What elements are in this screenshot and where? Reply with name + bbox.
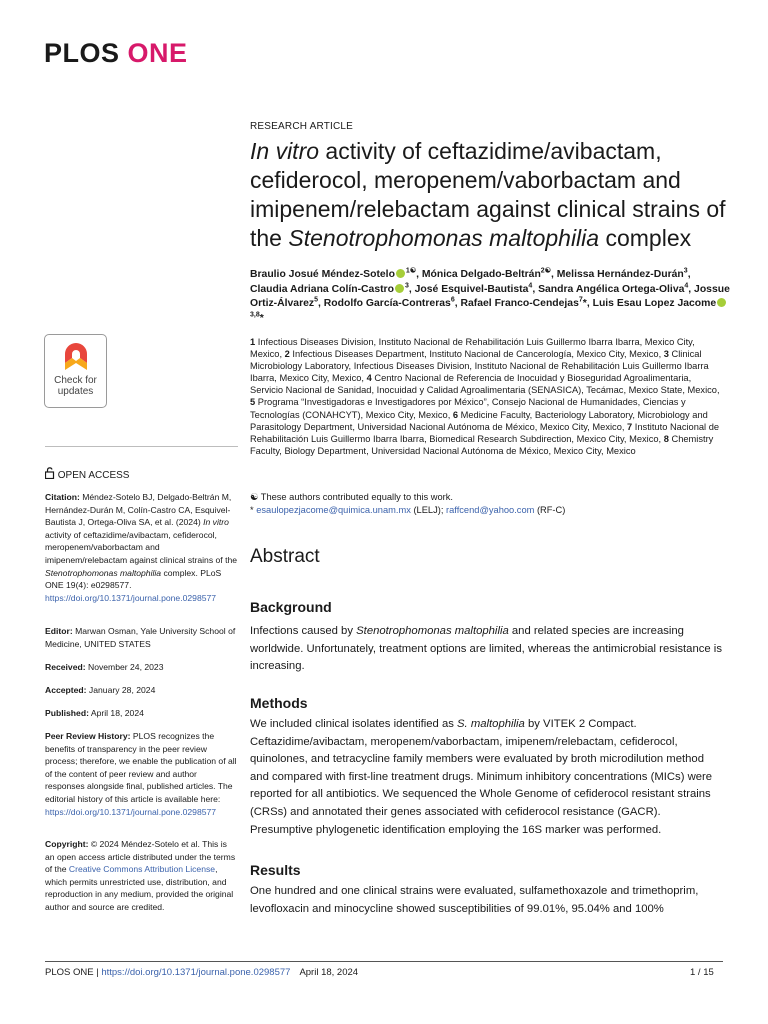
affil-text: Medicine Faculty, Bacteriology Laboratory, Microbiology and Parasitology Department, Universidad Nacional Autónoma de México, Mexico City, Mexico, <box>250 409 708 432</box>
article-title <box>250 137 730 253</box>
affil-num: 2 <box>284 349 290 360</box>
equal-contribution-text: These authors contributed equally to this work. <box>258 492 453 502</box>
author-sup: 6 <box>450 296 455 304</box>
author-notes <box>250 491 730 516</box>
corresponding-star: * <box>259 312 264 324</box>
copyright-block <box>45 838 238 914</box>
methods-text: by VITEK 2 Compact. Ceftazidime/avibactam, meropenem/vaborbactam, imipenem/relebactam, cefiderocol, quinolones, and tetracycline family members were evaluated by broth microdilution method and compared with first-line treatment drugs. Minimum inhibitory concentrations (MICs) were reported for all antibiotics. We sequenced the Whole Genome of cefiderocol resistant strains (CRSs) and annotated their genes associated with cefiderocol resistance (GACR). Presumptive phylogenetic identification employing the 16S marker was performed. <box>250 718 713 836</box>
article-type: RESEARCH ARTICLE <box>250 121 354 132</box>
affil-num: 3 <box>663 349 669 360</box>
affil-text: Instituto Nacional de Rehabilitación Luis Guillermo Ibarra Ibarra, Biomedical Research Subdirection, Mexico City, Mexico, <box>250 421 720 444</box>
author-sup: 7 <box>578 296 583 304</box>
cc-license-link[interactable]: Creative Commons Attribution License <box>68 864 216 875</box>
corresponding-note <box>250 504 730 517</box>
affil-num: 4 <box>366 373 372 384</box>
author-name[interactable]: , Claudia Adriana Colín-Castro <box>250 269 691 295</box>
check-updates-line2: updates <box>57 386 94 397</box>
peer-review-block <box>45 730 238 818</box>
author-sup: 2☯ <box>540 267 551 275</box>
citation-text: complex. PLoS ONE 19(4): e0298577. <box>45 567 222 591</box>
author-name[interactable]: , José Esquivel-Bautista <box>408 283 529 295</box>
orcid-icon[interactable] <box>717 298 726 307</box>
copyright-text: © 2024 Méndez-Sotelo et al. This is an open access article distributed under the terms of the <box>45 839 236 875</box>
author-sup: 3 <box>683 267 688 275</box>
email-tag: (LELJ); <box>410 504 447 515</box>
accepted-date: January 28, 2024 <box>86 685 156 695</box>
author-name[interactable]: , Sandra Angélica Ortega-Oliva <box>532 283 685 295</box>
equal-contribution-note <box>250 491 730 504</box>
title-text-1: activity of ceftazidime/avibactam, cefiderocol, meropenem/vaborbactam and imipenem/relebactam against clinical strains of the <box>250 138 726 251</box>
published-label: Published: <box>45 708 89 718</box>
title-italic-species: Stenotrophomonas maltophilia <box>288 225 600 251</box>
methods-paragraph <box>250 716 724 839</box>
author-sup: 4 <box>684 282 689 290</box>
author-name[interactable]: , Rodolfo García-Contreras <box>318 298 451 309</box>
plos-one-logo[interactable] <box>44 38 188 69</box>
received-label: Received: <box>45 662 86 672</box>
author-name[interactable]: , Jossue Ortiz-Álvarez <box>250 283 730 309</box>
background-paragraph <box>250 623 724 676</box>
page-number: 1 / 15 <box>690 967 714 978</box>
received-date: November 24, 2023 <box>85 662 164 672</box>
methods-heading: Methods <box>250 695 308 711</box>
logo-plos: PLOS <box>44 38 120 68</box>
author-sup: 1☯ <box>405 267 417 275</box>
affiliations <box>250 336 726 457</box>
affil-text: Clinical Microbiology Laboratory, Infectious Diseases Division, Instituto Nacional de Rehabilitación Luis Guillermo Ibarra Ibarra, Mexico City, Mexico, <box>250 349 709 384</box>
citation-doi-link[interactable]: https://doi.org/10.1371/journal.pone.0298577 <box>45 592 217 603</box>
title-text-2: complex <box>599 225 692 251</box>
citation-text: activity of ceftazidime/avibactam, cefiderocol, meropenem/vaborbactam and imipenem/relebactam against clinical strains of the <box>45 529 238 565</box>
editor-text: Marwan Osman, Yale University School of Medicine, UNITED STATES <box>45 626 236 649</box>
affil-text: Programa “Investigadoras e Investigadores por México”, Consejo Nacional de Humanidades, Ciencias y Tecnologías (CONAHCYT), Mexico City, Mexico, <box>250 397 686 420</box>
author-list <box>250 268 730 326</box>
open-access-text: OPEN ACCESS <box>57 470 130 481</box>
author-sup: 3 <box>404 282 409 290</box>
citation-text: Méndez-Sotelo BJ, Delgado-Beltrán M, Hernández-Durán M, Colín-Castro CA, Esquivel-Bautista J, Ortega-Oliva SA, et al. (2024) <box>45 492 232 528</box>
open-access-label <box>45 467 129 481</box>
citation-italic: Stenotrophomonas maltophilia <box>45 567 162 578</box>
published-date: April 18, 2024 <box>88 708 144 718</box>
affil-text: Infectious Diseases Division, Instituto Nacional de Rehabilitación Luis Guillermo Ibarra Ibarra, Mexico City, Mexico, <box>250 337 695 360</box>
equal-contribution-icon: ☯ <box>250 492 259 502</box>
background-text: and related species are increasing worldwide. Unfortunately, treatment options are limited, whereas the antimicrobial resistance is increasing. <box>250 625 722 673</box>
footer-doi-link[interactable]: https://doi.org/10.1371/journal.pone.0298577 <box>101 967 291 978</box>
check-updates-line1: Check for <box>54 375 97 386</box>
check-for-updates-badge[interactable] <box>44 334 107 408</box>
author-sup: 5 <box>314 296 319 304</box>
email-link-rfc[interactable]: raffcend@yahoo.com <box>446 504 535 515</box>
accepted-label: Accepted: <box>45 685 87 695</box>
author-name[interactable]: , Rafael Franco-Cendejas <box>454 298 579 309</box>
affil-text: Centro Nacional de Referencia de Inocuidad y Bioseguridad Agroalimentaria, Servicio Nacional de Sanidad, Inocuidad y Calidad Agroalimentaria (SENASICA), Tecámac, Mexico State, Mexico, <box>250 373 720 396</box>
corresponding-star: * <box>250 504 254 515</box>
affil-num: 1 <box>250 337 256 347</box>
methods-text: We included clinical isolates identified as <box>250 718 458 730</box>
author-name[interactable]: , Melissa Hernández-Durán <box>550 269 684 280</box>
footer-journal: PLOS ONE | <box>45 967 102 978</box>
published-block <box>45 707 238 720</box>
sidebar-divider <box>45 446 238 447</box>
footer-date: April 18, 2024 <box>299 967 359 978</box>
open-lock-icon <box>45 467 55 479</box>
check-updates-text <box>45 375 106 397</box>
results-paragraph: One hundred and one clinical strains were evaluated, sulfamethoxazole and trimethoprim, levofloxacin and minocycline showed susceptibilities of 99.01%, 95.04% and 100% <box>250 885 699 915</box>
author-name[interactable]: , Mónica Delgado-Beltrán <box>416 269 541 280</box>
abstract-heading: Abstract <box>250 546 320 567</box>
editor-block <box>45 625 238 650</box>
results-heading: Results <box>250 862 301 878</box>
affil-num: 7 <box>627 421 633 432</box>
footer <box>45 967 358 978</box>
orcid-icon[interactable] <box>395 284 404 293</box>
background-italic: Stenotrophomonas maltophilia <box>356 625 509 637</box>
background-text: Infections caused by <box>250 625 357 637</box>
check-updates-icon <box>62 341 90 373</box>
methods-italic: S. maltophilia <box>457 718 525 730</box>
received-block <box>45 661 238 674</box>
footer-divider <box>45 961 723 962</box>
peer-review-label: Peer Review History: <box>45 731 131 741</box>
editor-label: Editor: <box>45 626 73 636</box>
author-sup: 4 <box>528 282 533 290</box>
accepted-block <box>45 684 238 697</box>
title-italic-invitro: In vitro <box>250 138 320 164</box>
peer-review-text: PLOS recognizes the benefits of transparency in the peer review process; therefore, we enable the publication of all of the content of peer review and author responses alongside final, published articles. The editorial history of this article is available here: <box>45 731 237 804</box>
citation-italic: In vitro <box>203 517 229 528</box>
affil-text: Infectious Diseases Department, Instituto Nacional de Cancerología, Mexico City, Mexico, <box>289 349 664 360</box>
citation-label: Citation: <box>45 492 80 502</box>
affil-text: Chemistry Faculty, Biology Department, Universidad Nacional Autónoma de México, Mexico City, Mexico <box>250 433 714 456</box>
email-tag: (RF-C) <box>534 504 566 515</box>
affil-num: 6 <box>452 409 459 420</box>
author-name[interactable]: , Luis Esau Lopez Jacome <box>586 298 717 309</box>
peer-review-link[interactable]: https://doi.org/10.1371/journal.pone.0298577 <box>45 806 217 817</box>
copyright-text: , which permits unrestricted use, distribution, and reproduction in any medium, provided the original author and source are credited. <box>45 864 234 912</box>
affil-num: 8 <box>663 433 669 444</box>
background-heading: Background <box>250 599 332 615</box>
author-sup: 3,8 <box>250 311 260 319</box>
email-link-lelj[interactable]: esaulopezjacome@quimica.unam.mx <box>256 504 411 515</box>
author-name[interactable]: Braulio Josué Méndez-Sotelo <box>250 269 395 280</box>
orcid-icon[interactable] <box>396 269 405 278</box>
citation-block <box>45 491 238 604</box>
corresponding-star: * <box>582 298 587 309</box>
affil-num: 5 <box>250 397 256 408</box>
logo-one: ONE <box>127 38 188 68</box>
copyright-label: Copyright: <box>45 839 89 849</box>
